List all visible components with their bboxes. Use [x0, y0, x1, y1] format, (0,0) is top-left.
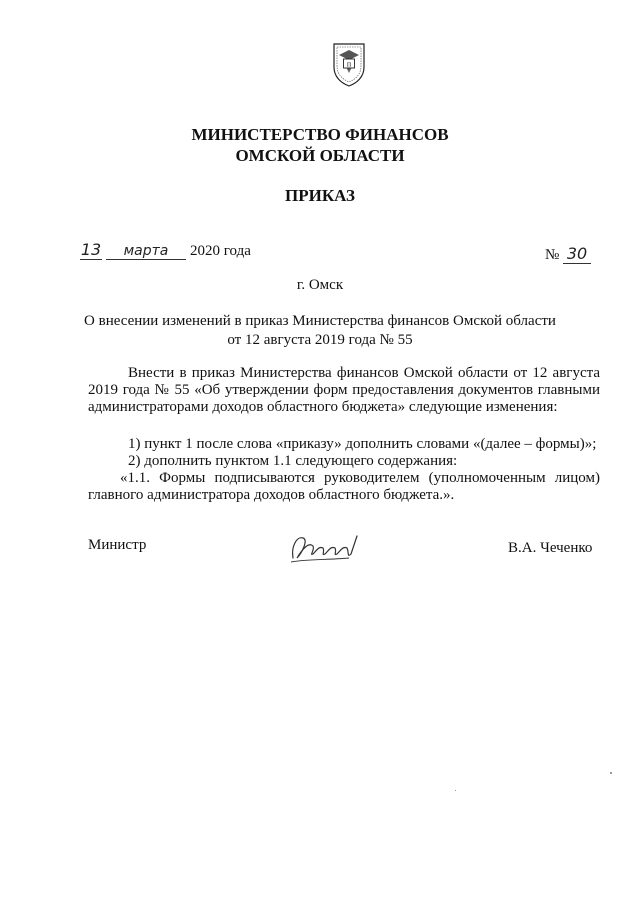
emblem-letter: п: [346, 59, 352, 69]
number-value: 30: [563, 244, 591, 264]
org-name-line2: ОМСКОЙ ОБЛАСТИ: [235, 146, 405, 165]
body-item-2: 2) дополнить пунктом 1.1 следующего содержания:: [128, 453, 458, 469]
number-label: №: [545, 247, 560, 263]
document-number: [545, 244, 591, 264]
scan-speck: [610, 772, 612, 774]
date-day: 13: [80, 240, 102, 259]
signer-title: Министр: [88, 537, 147, 553]
scan-speck: [455, 790, 456, 791]
city: г. Омск: [296, 277, 344, 293]
body-item-1: 1) пункт 1 после слова «приказу» дополнить словами «(далее – формы)»;: [128, 436, 597, 452]
date-year: 2020 года: [190, 243, 251, 259]
body-paragraph-2: «1.1. Формы подписываются руководителем (уполномоченным лицом) главного администратора доходов областного бюджета.».: [88, 470, 600, 503]
handwritten-signature: [287, 528, 361, 568]
date-month: марта: [106, 243, 186, 260]
document-date: [80, 240, 251, 262]
document-type: ПРИКАЗ: [285, 186, 355, 205]
omsk-coat-of-arms-icon: [331, 41, 367, 87]
subject-line1: О внесении изменений в приказ Министерства финансов Омской области: [84, 313, 556, 329]
org-name-line1: МИНИСТЕРСТВО ФИНАНСОВ: [191, 125, 449, 144]
signer-name: В.А. Чеченко: [508, 540, 593, 556]
subject-line2: от 12 августа 2019 года № 55: [227, 332, 413, 348]
body-paragraph-1: Внести в приказ Министерства финансов Омской области от 12 августа 2019 года № 55 «Об утверждении форм предоставления документов главными администраторами доходов областного бюджета» следующие изменения:: [88, 365, 600, 415]
